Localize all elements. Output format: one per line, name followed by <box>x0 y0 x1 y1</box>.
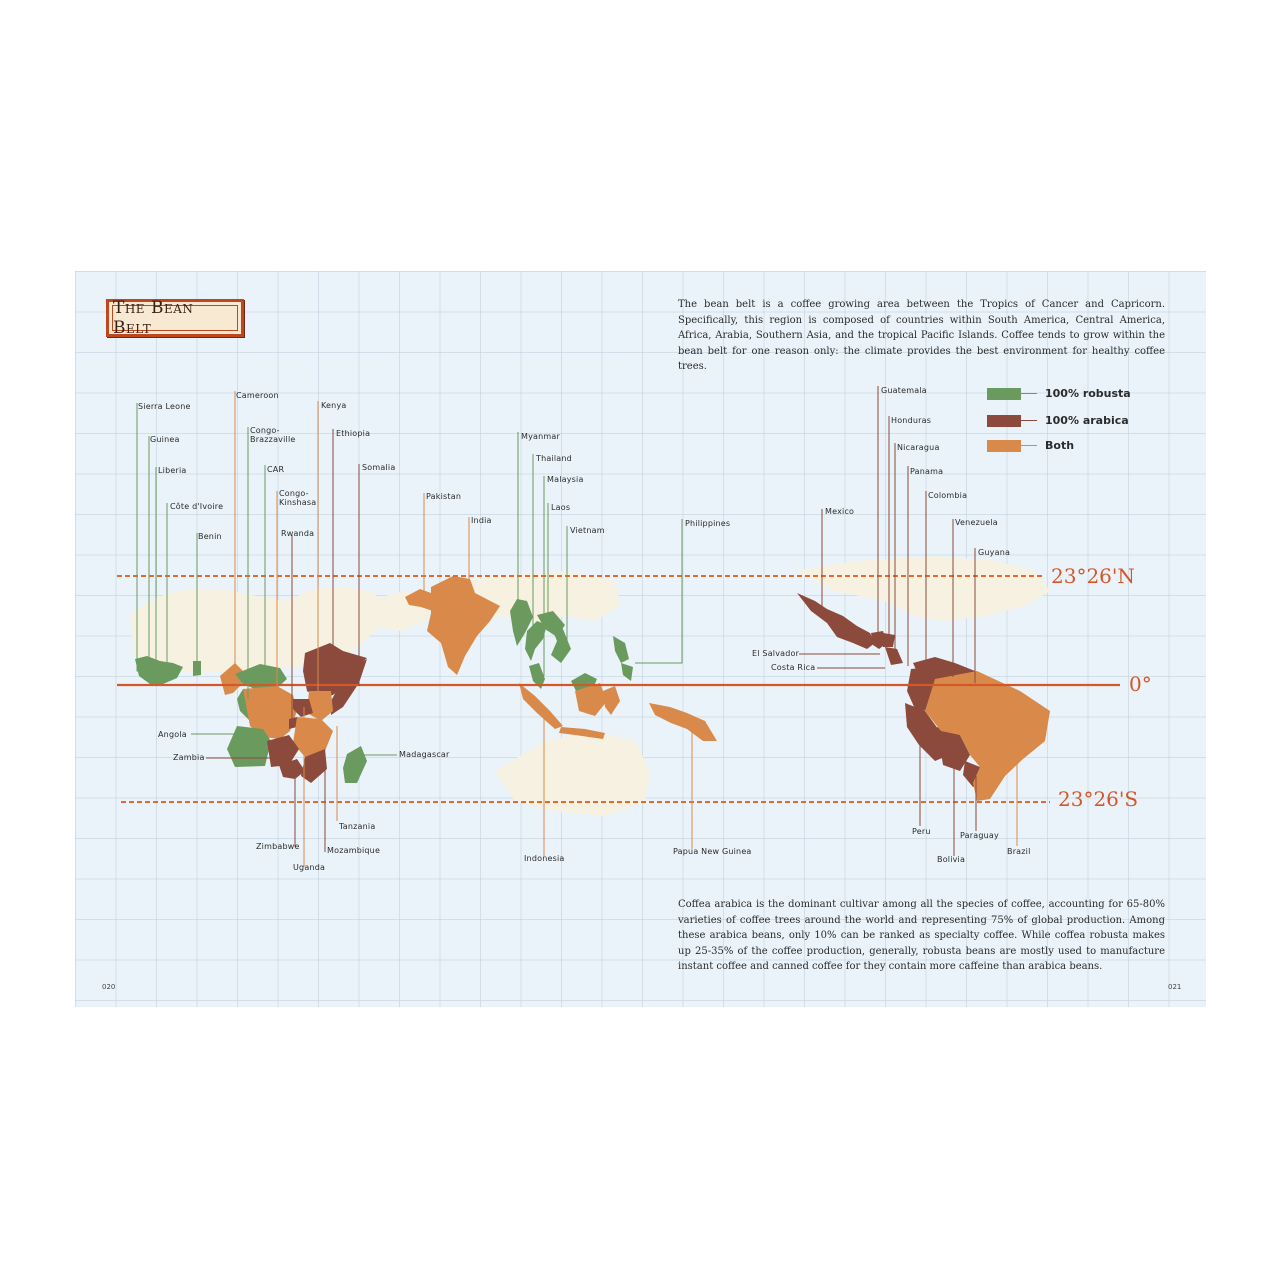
label-uganda: Uganda <box>293 863 326 872</box>
vietnam-robusta <box>549 621 571 663</box>
equator-label: 0° <box>1129 672 1152 696</box>
legend-label-arabica: 100% arabica <box>1045 414 1129 427</box>
intro-paragraph: The bean belt is a coffee growing area between the Tropics of Cancer and Capricorn. Specifically, this region is composed of countries within South America, Central America, Africa, Arabia, Southern Asia, and the tropical Pacific Islands. Coffee tends to grow within the bean belt for one reason only: the climate provides the best environment for healthy coffee trees. <box>678 299 1165 373</box>
label-madagascar: Madagascar <box>399 750 450 759</box>
americas <box>797 593 1050 801</box>
mexico-arabica <box>797 593 875 649</box>
tropic-cancer-label: 23°26'N <box>1051 564 1135 588</box>
label-angola: Angola <box>158 730 187 739</box>
legend-label-robusta: 100% robusta <box>1045 387 1131 400</box>
label-laos: Laos <box>551 503 571 512</box>
label-myanmar: Myanmar <box>521 432 560 441</box>
label-sierra-leone: Sierra Leone <box>138 402 191 411</box>
label-rwanda: Rwanda <box>281 529 315 538</box>
label-malaysia: Malaysia <box>547 475 584 484</box>
label-peru: Peru <box>912 827 931 836</box>
label-congo-kinshasa-1: Congo- <box>279 489 309 498</box>
label-indonesia: Indonesia <box>524 854 565 863</box>
mindanao-robusta <box>621 663 633 681</box>
label-pakistan: Pakistan <box>426 492 462 501</box>
label-brazil: Brazil <box>1007 847 1031 856</box>
label-congo-brazzaville-2: Brazzaville <box>250 435 296 444</box>
label-ethiopia: Ethiopia <box>336 429 371 438</box>
tanzania-both <box>293 717 333 757</box>
label-cote-divoire: Côte d'Ivoire <box>170 502 224 511</box>
label-somalia: Somalia <box>362 463 396 472</box>
label-liberia: Liberia <box>158 466 187 475</box>
label-zimbabwe: Zimbabwe <box>256 842 300 851</box>
tropic-capricorn-label: 23°26'S <box>1058 787 1139 811</box>
label-car: CAR <box>267 465 285 474</box>
philippines-robusta <box>613 636 629 663</box>
legend-swatch-robusta <box>987 388 1021 400</box>
central-america-arabica <box>885 647 903 665</box>
label-congo-kinshasa-2: Kinshasa <box>279 498 317 507</box>
label-zambia: Zambia <box>173 753 205 762</box>
label-philippines: Philippines <box>685 519 731 528</box>
legend-both <box>987 439 1074 452</box>
label-venezuela: Venezuela <box>955 518 998 527</box>
page-title: The Bean Belt <box>112 305 238 331</box>
label-kenya: Kenya <box>321 401 347 410</box>
label-cameroon: Cameroon <box>236 391 279 400</box>
label-tanzania: Tanzania <box>339 822 376 831</box>
label-vietnam: Vietnam <box>570 526 605 535</box>
label-mozambique: Mozambique <box>327 846 381 855</box>
label-congo-brazzaville-1: Congo- <box>250 426 280 435</box>
angola-robusta <box>227 726 271 767</box>
label-el-salvador: El Salvador <box>752 649 800 658</box>
label-mexico: Mexico <box>825 507 855 516</box>
label-paraguay: Paraguay <box>960 831 999 840</box>
papua-both <box>649 703 717 741</box>
legend-robusta <box>987 387 1131 400</box>
label-india: India <box>471 516 492 525</box>
bottom-paragraph: Coffea arabica is the dominant cultivar among all the species of coffee, accounting for 65-80% varieties of coffee trees around the world and representing 75% of global production. Among these arabica beans, only 10% can be ranked as specialty coffee. While coffea robusta makes up 25-35% of the coffee production, generally, robusta beans are mostly used to manufacture instant coffee and canned coffee for they contain more caffeine than arabica beans. <box>678 899 1165 973</box>
label-guyana: Guyana <box>978 548 1011 557</box>
label-costa-rica: Costa Rica <box>771 663 816 672</box>
label-benin: Benin <box>198 532 222 541</box>
legend-swatch-arabica <box>987 415 1021 427</box>
label-nicaragua: Nicaragua <box>897 443 940 452</box>
label-guatemala: Guatemala <box>881 386 927 395</box>
book-spread <box>75 271 1206 1007</box>
label-thailand: Thailand <box>536 454 572 463</box>
page-number-right: 021 <box>1168 983 1182 991</box>
sulawesi-both <box>603 686 620 715</box>
title-box <box>106 299 244 337</box>
label-panama: Panama <box>910 467 944 476</box>
label-bolivia: Bolivia <box>937 855 966 864</box>
madagascar-robusta <box>343 746 367 783</box>
sumatra-both <box>519 683 563 729</box>
legend-label-both: Both <box>1045 439 1075 452</box>
legend-swatch-both <box>987 440 1021 452</box>
label-colombia: Colombia <box>928 491 968 500</box>
label-guinea: Guinea <box>150 435 180 444</box>
label-papua-new-guinea: Papua New Guinea <box>673 847 752 856</box>
page-number-left: 020 <box>102 983 116 991</box>
label-honduras: Honduras <box>891 416 932 425</box>
legend-arabica <box>987 414 1129 427</box>
